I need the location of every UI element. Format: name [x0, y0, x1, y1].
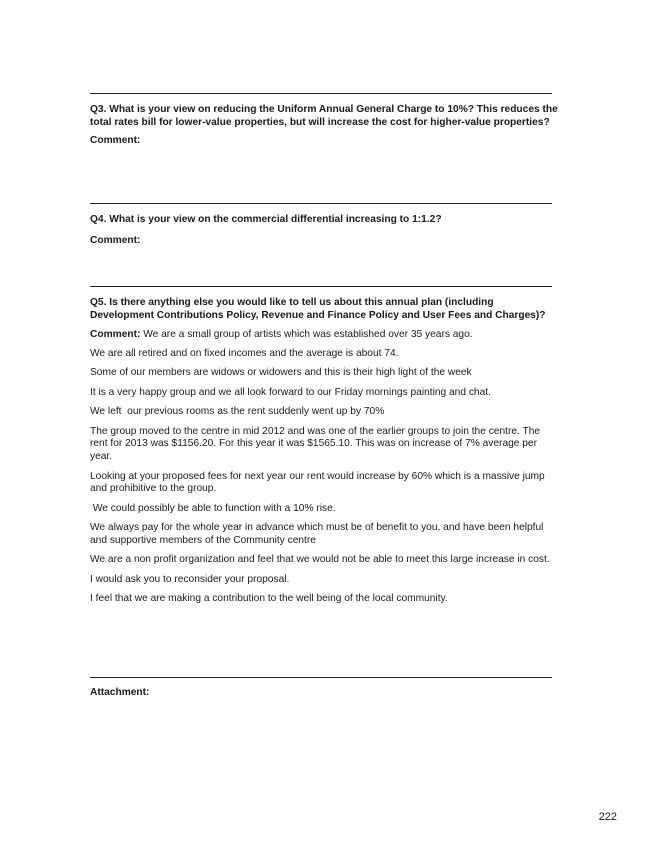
comment-paragraph: Some of our members are widows or widowers and this is their high light of the week — [90, 367, 472, 379]
section-divider — [90, 203, 552, 204]
comment-paragraph: We left our previous rooms as the rent suddenly went up by 70% — [90, 406, 385, 418]
attachment-section — [90, 687, 560, 700]
question-3-section — [90, 104, 560, 147]
question-3-text: Q3. What is your view on reducing the Uniform Annual General Charge to 10%? This reduces the total rates bill for lower-value properties, but will increase the cost for higher-value properties? — [90, 104, 558, 128]
comment-paragraph — [90, 329, 560, 342]
section-divider — [90, 677, 552, 678]
comment-paragraph: It is a very happy group and we all look forward to our Friday mornings painting and chat. — [90, 386, 491, 398]
comment-paragraph: We always pay for the whole year in advance which must be of benefit to you, and have been helpful and supportive members of the Community centre — [90, 522, 544, 546]
comment-paragraph: Looking at your proposed fees for next year our rent would increase by 60% which is a massive jump and prohibitive to the group. — [90, 470, 545, 495]
question-4-section — [90, 214, 560, 248]
section-divider — [90, 93, 552, 94]
attachment-label: Attachment: — [90, 687, 150, 698]
question-4-comment-label: Comment: — [90, 234, 141, 246]
comment-paragraph: We could possibly be able to function with a 10% rise. — [90, 502, 336, 514]
question-3-comment-label: Comment: — [90, 134, 141, 146]
comment-paragraph: We are all retired and on fixed incomes and the average is about 74. — [90, 347, 399, 359]
question-5-section — [90, 297, 560, 612]
comment-paragraph: I feel that we are making a contribution to the well being of the local community. — [90, 593, 448, 605]
question-5-comment-label: Comment: — [90, 328, 141, 340]
comment-paragraph: We are a non profit organization and feel that we would not be able to meet this large increase in cost. — [90, 554, 550, 566]
comment-paragraph: The group moved to the centre in mid 2012 and was one of the earlier groups to join the centre. The rent for 2013 was $1156.20. For this year it was $1565.10. This was on increase of 7% average per year. — [90, 425, 541, 463]
page-number: 222 — [598, 811, 617, 823]
comment-text: We are a small group of artists which was established over 35 years ago. — [143, 328, 473, 340]
section-divider — [90, 286, 552, 287]
question-4-text: Q4. What is your view on the commercial differential increasing to 1:1.2? — [90, 214, 442, 225]
comment-paragraph: I would ask you to reconsider your proposal. — [90, 573, 290, 585]
question-5-text: Q5. Is there anything else you would like to tell us about this annual plan (including Development Contributions Policy, Revenue and Finance Policy and User Fees and Charges)? — [90, 297, 546, 321]
